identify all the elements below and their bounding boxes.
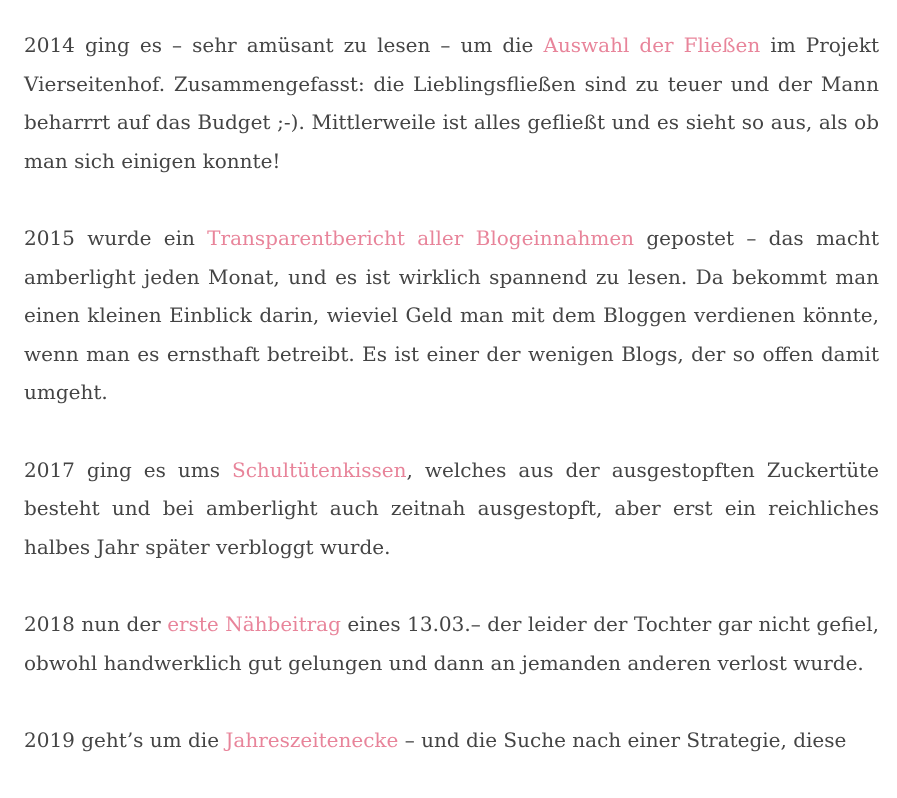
paragraph-2014-text-end: im Projekt Vierseitenhof. Zusammengefasst: die Lieblingsfließen sind zu teuer und der Mann beharrrt auf das Budget ;-). Mittlerweile ist alles gefließt und es sieht so aus, als ob man sich einigen konnte! [24,33,879,173]
link-schultuetenkissen[interactable]: Schultütenkissen [232,457,407,482]
paragraph-2018 [24,605,879,682]
paragraph-2014 [24,26,879,180]
paragraph-2015-text-end: gepostet – das macht amberlight jeden Monat, und es ist wirklich spannend zu lesen. Da bekommt man einen kleinen Einblick darin, wieviel Geld man mit dem Bloggen verdienen könnte, wenn man es ernsthaft betreibt. Es ist einer der wenigen Blogs, der so offen damit umgeht. [24,226,879,404]
link-jahreszeitenecke[interactable]: Jahreszeitenecke [225,728,399,752]
paragraph-2018-text-end: eines 13.03.– der leider der Tochter gar nicht gefiel, obwohl handwerklich gut gelungen und dann an jemanden anderen verlost wurde. [24,612,879,675]
paragraph-2017-text-end: , welches aus der ausgestopften Zuckertüte besteht und bei amberlight auch zeitnah ausgestopft, aber erst ein reichliches halbes Jahr später verbloggt wurde. [24,457,879,559]
paragraph-2015 [24,219,879,412]
paragraph-2019-text-start: 2019 geht’s um die [24,728,226,752]
link-transparentbericht[interactable]: Transparentbericht aller Blogeinnahmen [207,226,635,250]
link-auswahl-der-fliessen[interactable]: Auswahl der Fließen [543,33,761,57]
paragraph-2015-text-start: 2015 wurde ein [24,226,208,250]
paragraph-2017-text-start: 2017 ging es ums [24,457,233,482]
paragraph-2014-text-start: 2014 ging es – sehr amüsant zu lesen – um die [24,33,544,57]
link-erste-naehbeitrag[interactable]: erste Nähbeitrag [167,612,341,636]
article-body [24,26,879,760]
paragraph-2019-text-end: – und die Suche nach einer Strategie, diese [398,728,847,752]
paragraph-2019 [24,721,879,760]
paragraph-2018-text-start: 2018 nun der [24,612,168,636]
paragraph-2017 [24,451,879,567]
